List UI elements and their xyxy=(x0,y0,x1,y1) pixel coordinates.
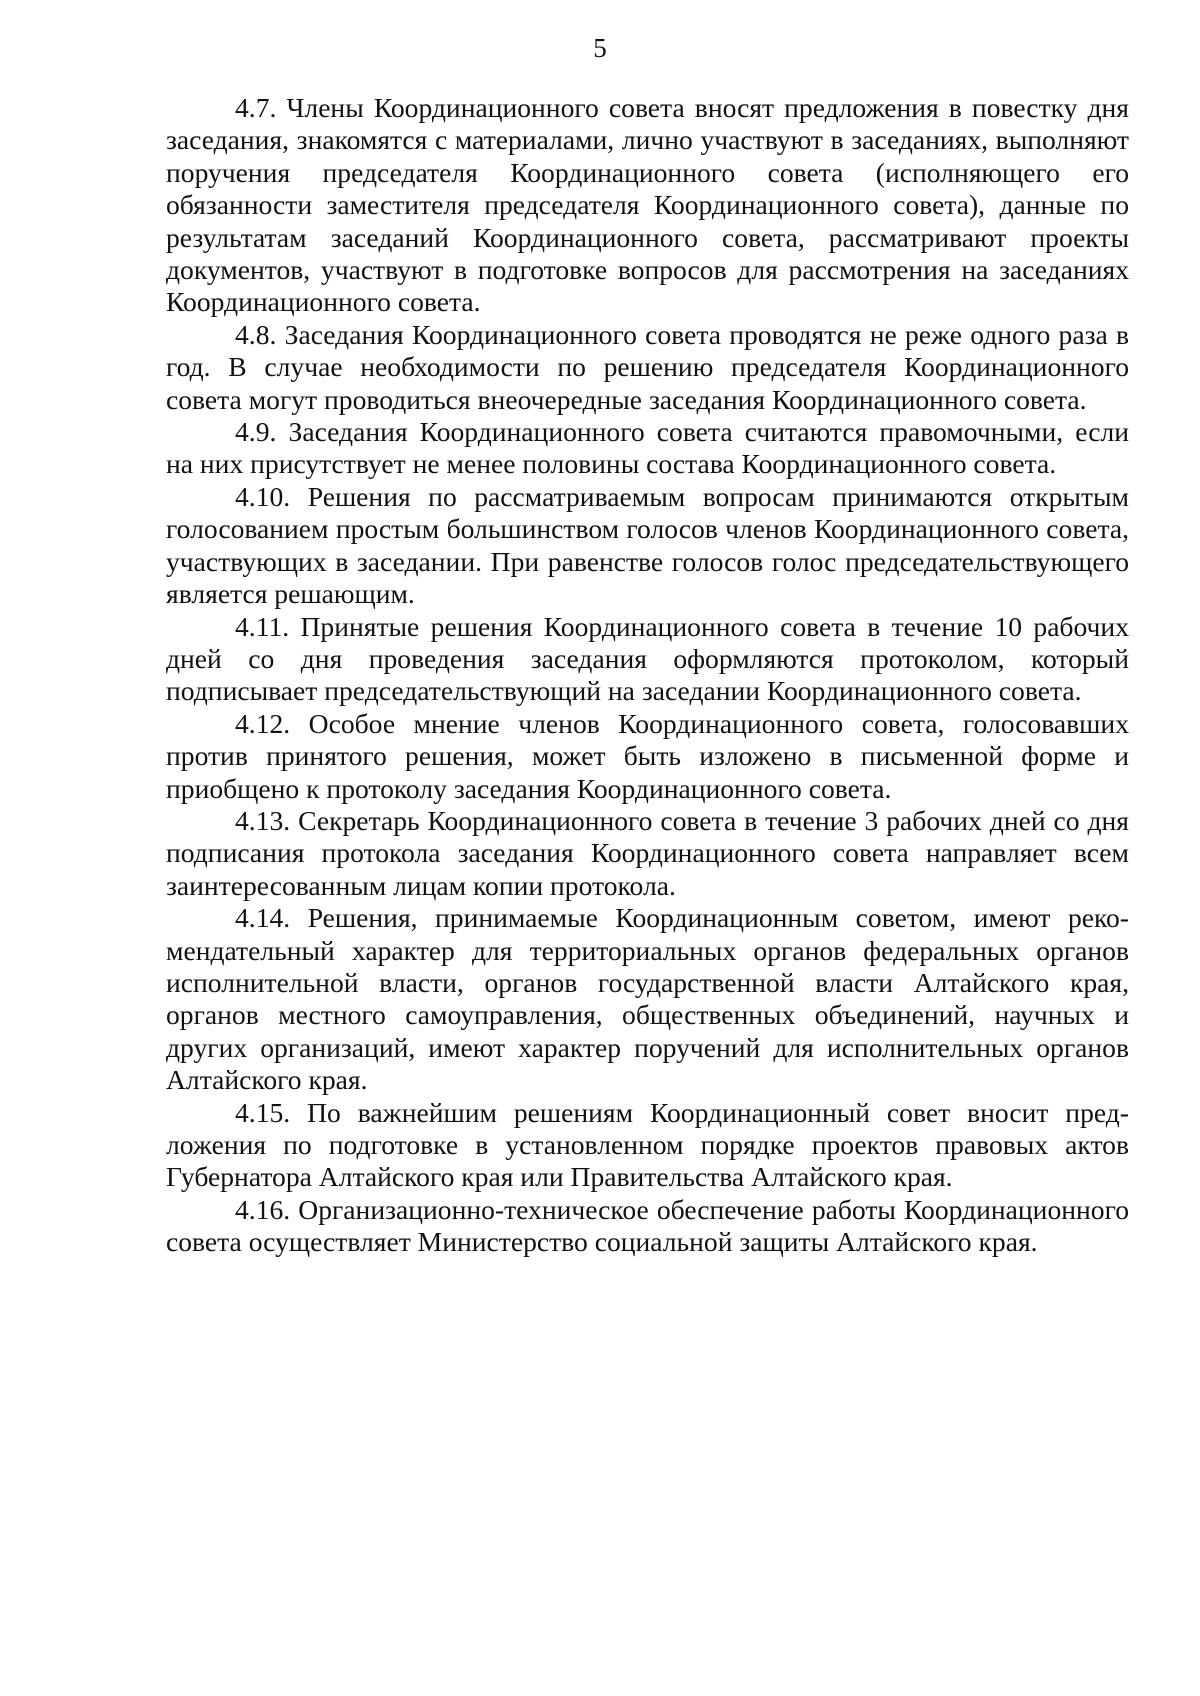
paragraph-4-13: 4.13. Секретарь Координационного совета в течение 3 рабочих дней со дня подписания протокола заседания Координационного совета направляет всем заинтересованным лицам копии протокола. xyxy=(166,804,1129,901)
document-body xyxy=(166,92,1129,1259)
page-number: 5 xyxy=(593,33,607,63)
paragraph-4-11: 4.11. Принятые решения Координационного совета в течение 10 рабочих дней со дня проведения заседания оформляются протоколом, который подписывает председательствующий на заседании Координационного совета. xyxy=(166,610,1129,707)
paragraph-4-12: 4.12. Особое мнение членов Координационного совета, голосовавших против принятого решения, может быть изложено в письменной форме и приобщено к протоколу заседания Координационного совета. xyxy=(166,707,1129,804)
paragraph-4-9: 4.9. Заседания Координационного совета считаются правомочными, если на них присутствует не менее половины состава Координационного совета. xyxy=(166,416,1129,480)
paragraph-4-14: 4.14. Решения, принимаемые Координационным советом, имеют рекомендательный характер для территориальных органов федеральных органов исполнительной власти, органов государственной власти Алтайского края, органов местного самоуправления, общественных объединений, научных и других организаций, имеют характер поручений для исполнительных органов Алтайского края. xyxy=(166,902,1129,1096)
paragraph-4-8: 4.8. Заседания Координационного совета проводятся не реже одного раза в год. В случае необходимости по решению председателя Координационного совета могут проводиться внеочередные заседания Координационного совета. xyxy=(166,318,1129,415)
paragraph-4-16: 4.16. Организационно-техническое обеспечение работы Координационного совета осуществляет Министерство социальной защиты Алтайского края. xyxy=(166,1193,1129,1258)
paragraph-4-7: 4.7. Члены Координационного совета вносят предложения в повестку дня заседания, знакомятся с материалами, лично участвуют в заседаниях, выполняют поручения председателя Координационного совета (исполняющего его обязанности заместителя председателя Координационного совета), данные по результатам заседаний Координационного совета, рассматривают проекты документов, участвуют в подготовке вопросов для рассмотрения на заседаниях Координационного совета. xyxy=(166,92,1129,318)
paragraph-4-10: 4.10. Решения по рассматриваемым вопросам принимаются открытым голосованием простым большинством голосов членов Координационного совета, участвующих в заседании. При равенстве голосов голос председательствующего является решающим. xyxy=(166,480,1129,610)
paragraph-4-15: 4.15. По важнейшим решениям Координационный совет вносит предложения по подготовке в установленном порядке проектов правовых актов Губернатора Алтайского края или Правительства Алтайского края. xyxy=(166,1096,1129,1193)
